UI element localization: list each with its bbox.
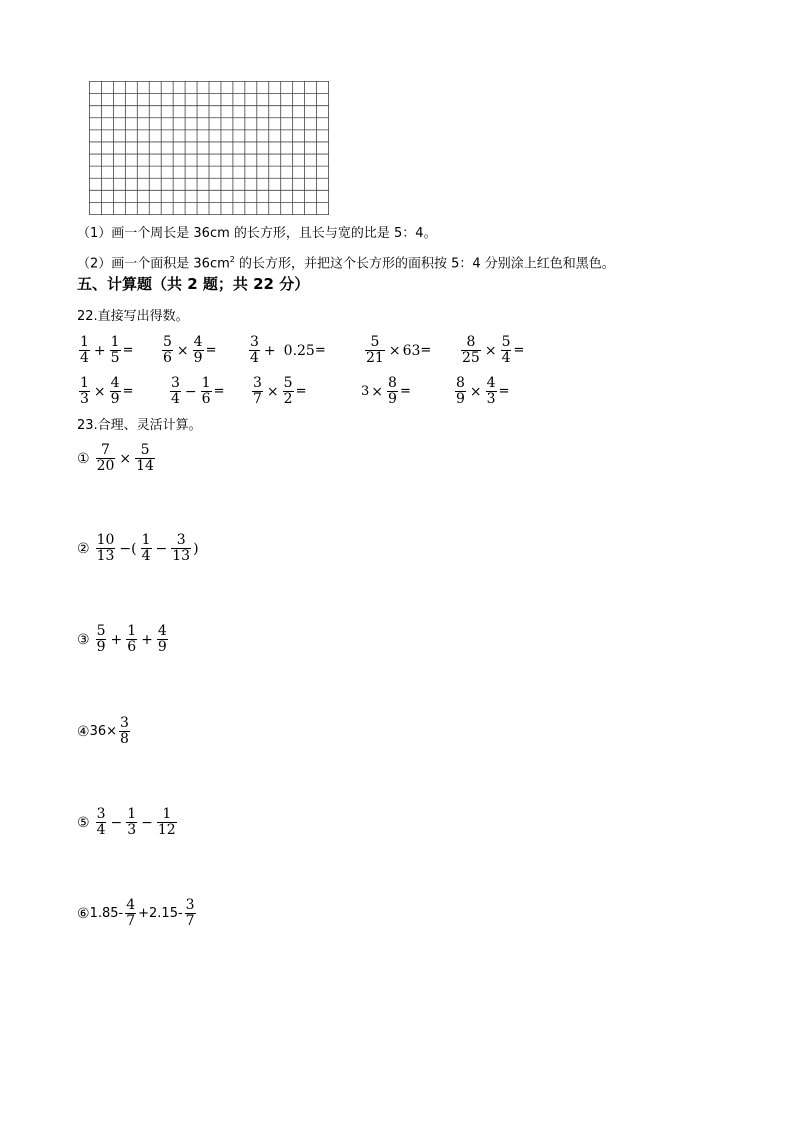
operator: − <box>184 383 197 400</box>
q22-title: 22.直接写出得数。 <box>77 309 189 324</box>
denominator: 9 <box>388 391 397 407</box>
q22-r2-e <box>453 376 509 407</box>
fraction <box>171 533 191 564</box>
denominator: 4 <box>96 822 106 838</box>
denominator: 7 <box>185 913 195 929</box>
operator: + <box>141 631 153 648</box>
equals-sign: = <box>513 343 525 358</box>
operator: × <box>388 342 401 359</box>
numerator: 5 <box>283 375 293 391</box>
q22-r1-c <box>247 335 326 366</box>
item-number: ① <box>77 450 90 467</box>
numerator: 3 <box>96 806 106 822</box>
numerator: 3 <box>176 532 186 548</box>
denominator: 8 <box>120 731 129 747</box>
q22-r1-d <box>363 335 431 366</box>
fraction <box>162 335 173 366</box>
fraction <box>201 376 212 407</box>
numerator: 5 <box>163 334 172 350</box>
operator: −( <box>119 540 137 557</box>
numerator: 1 <box>141 532 151 548</box>
fraction <box>110 376 121 407</box>
fraction <box>79 335 90 366</box>
expression-middle: +2.15- <box>138 905 183 921</box>
q21-part2 <box>77 252 615 272</box>
q21-part1: （1）画一个周长是 36cm 的长方形，且长与宽的比是 5：4。 <box>77 226 437 241</box>
denominator: 6 <box>201 391 211 407</box>
operator: + <box>263 342 276 359</box>
numerator: 1 <box>80 334 89 350</box>
numerator: 3 <box>253 375 262 391</box>
fraction <box>135 443 155 474</box>
denominator: 9 <box>96 639 106 655</box>
denominator: 9 <box>193 350 203 366</box>
equals-sign: = <box>122 384 134 399</box>
numerator: 5 <box>140 442 150 458</box>
denominator: 9 <box>157 639 167 655</box>
q22-r1-b <box>160 335 216 366</box>
denominator: 9 <box>110 391 120 407</box>
fraction <box>96 443 116 474</box>
q22-r2-c <box>250 376 306 407</box>
operator: × <box>371 383 384 400</box>
closing-paren: ) <box>193 540 199 557</box>
numerator: 10 <box>96 532 115 548</box>
equals-sign: = <box>205 343 217 358</box>
fraction <box>96 807 107 838</box>
q23-item-2 <box>77 533 201 564</box>
grid-lines <box>89 81 329 215</box>
denominator: 7 <box>126 913 136 929</box>
denominator: 14 <box>136 458 154 474</box>
section-5-title: 五、计算题（共 2 题；共 22 分） <box>77 275 310 293</box>
expression-prefix: 36× <box>89 723 117 739</box>
fraction <box>170 376 181 407</box>
numerator: 3 <box>171 375 180 391</box>
numerator: 1 <box>127 806 137 822</box>
fraction <box>96 533 116 564</box>
fraction <box>157 624 168 655</box>
item-number: ③ <box>77 631 90 648</box>
denominator: 21 <box>366 350 384 366</box>
denominator: 4 <box>501 350 511 366</box>
numerator: 3 <box>185 897 195 913</box>
fraction <box>283 376 294 407</box>
numerator: 1 <box>127 623 137 639</box>
operator: − <box>110 814 123 831</box>
fraction <box>249 335 260 366</box>
integer-value: 3 <box>361 384 370 399</box>
denominator: 6 <box>127 639 137 655</box>
q23-item-5 <box>77 807 179 838</box>
numerator: 4 <box>126 897 136 913</box>
denominator: 5 <box>110 350 120 366</box>
fraction <box>486 376 497 407</box>
numerator: 8 <box>466 334 476 350</box>
q22-r2-d <box>361 376 411 407</box>
item-number: ⑤ <box>77 814 90 831</box>
fraction <box>157 807 177 838</box>
denominator: 9 <box>456 391 465 407</box>
fraction <box>79 376 90 407</box>
numerator: 8 <box>388 375 397 391</box>
q22-r1-e <box>459 335 524 366</box>
numerator: 1 <box>201 375 211 391</box>
denominator: 7 <box>253 391 262 407</box>
fraction <box>455 376 466 407</box>
denominator: 4 <box>171 391 180 407</box>
equals-sign: = <box>498 384 510 399</box>
denominator: 4 <box>250 350 259 366</box>
q23-item-4 <box>77 716 132 747</box>
q22-r2-b <box>168 376 224 407</box>
fraction <box>96 624 107 655</box>
denominator: 25 <box>462 350 480 366</box>
numerator: 7 <box>101 442 110 458</box>
numerator: 1 <box>162 806 172 822</box>
denominator: 3 <box>486 391 496 407</box>
numerator: 5 <box>96 623 106 639</box>
numerator: 1 <box>110 334 120 350</box>
fraction <box>461 335 481 366</box>
operator: × <box>119 450 132 467</box>
equals-sign: = <box>213 384 225 399</box>
decimal-value: 0.25 <box>283 342 315 359</box>
fraction <box>501 335 512 366</box>
fraction <box>141 533 152 564</box>
fraction <box>365 335 385 366</box>
fraction <box>110 335 121 366</box>
item-number: ⑥ <box>77 905 90 922</box>
denominator: 3 <box>80 391 89 407</box>
operator: × <box>484 342 497 359</box>
denominator: 13 <box>172 548 191 564</box>
fraction <box>185 898 196 929</box>
denominator: 4 <box>80 350 89 366</box>
denominator: 20 <box>96 458 115 474</box>
operator: × <box>469 383 482 400</box>
item-number: ④ <box>77 723 90 740</box>
q23-item-6 <box>77 898 198 929</box>
equals-sign: = <box>314 343 326 358</box>
denominator: 12 <box>157 822 176 838</box>
numerator: 4 <box>193 334 203 350</box>
denominator: 13 <box>96 548 115 564</box>
numerator: 5 <box>370 334 380 350</box>
q23-item-1 <box>77 443 157 474</box>
numerator: 5 <box>501 334 511 350</box>
operator: − <box>155 540 168 557</box>
denominator: 6 <box>163 350 172 366</box>
numerator: 3 <box>120 715 129 731</box>
numerator: 4 <box>110 375 120 391</box>
q23-item-3 <box>77 624 170 655</box>
q21-part2-b: 的长方形，并把这个长方形的面积按 5：4 分别涂上红色和黑色。 <box>234 256 615 272</box>
fraction <box>252 376 263 407</box>
q21-part2-sup: 2 <box>229 255 235 264</box>
numerator: 1 <box>80 375 89 391</box>
item-number: ② <box>77 540 90 557</box>
fraction <box>119 716 130 747</box>
fraction <box>126 624 137 655</box>
operator: − <box>141 814 153 831</box>
operator: + <box>110 631 123 648</box>
fraction <box>193 335 204 366</box>
expression-prefix: 1.85- <box>89 905 124 921</box>
q22-r1-a <box>77 335 133 366</box>
q21-part2-a: （2）画一个面积是 36cm <box>77 256 230 272</box>
denominator: 3 <box>127 822 137 838</box>
equals-sign: = <box>399 384 411 399</box>
drawing-grid <box>89 81 329 215</box>
fraction <box>126 807 137 838</box>
operator: + <box>93 342 106 359</box>
denominator: 4 <box>141 548 151 564</box>
numerator: 3 <box>250 334 259 350</box>
numerator: 4 <box>157 623 167 639</box>
operator: × <box>266 383 279 400</box>
operator: × <box>93 383 106 400</box>
fraction <box>125 898 136 929</box>
operator: × <box>176 342 189 359</box>
integer-value: 63 <box>402 342 421 359</box>
q22-r2-a <box>77 376 133 407</box>
equals-sign: = <box>295 384 307 399</box>
denominator: 2 <box>283 391 293 407</box>
equals-sign: = <box>420 343 432 358</box>
q23-title: 23.合理、灵活计算。 <box>77 418 202 433</box>
numerator: 8 <box>456 375 465 391</box>
fraction <box>387 376 398 407</box>
numerator: 4 <box>486 375 496 391</box>
equals-sign: = <box>122 343 134 358</box>
